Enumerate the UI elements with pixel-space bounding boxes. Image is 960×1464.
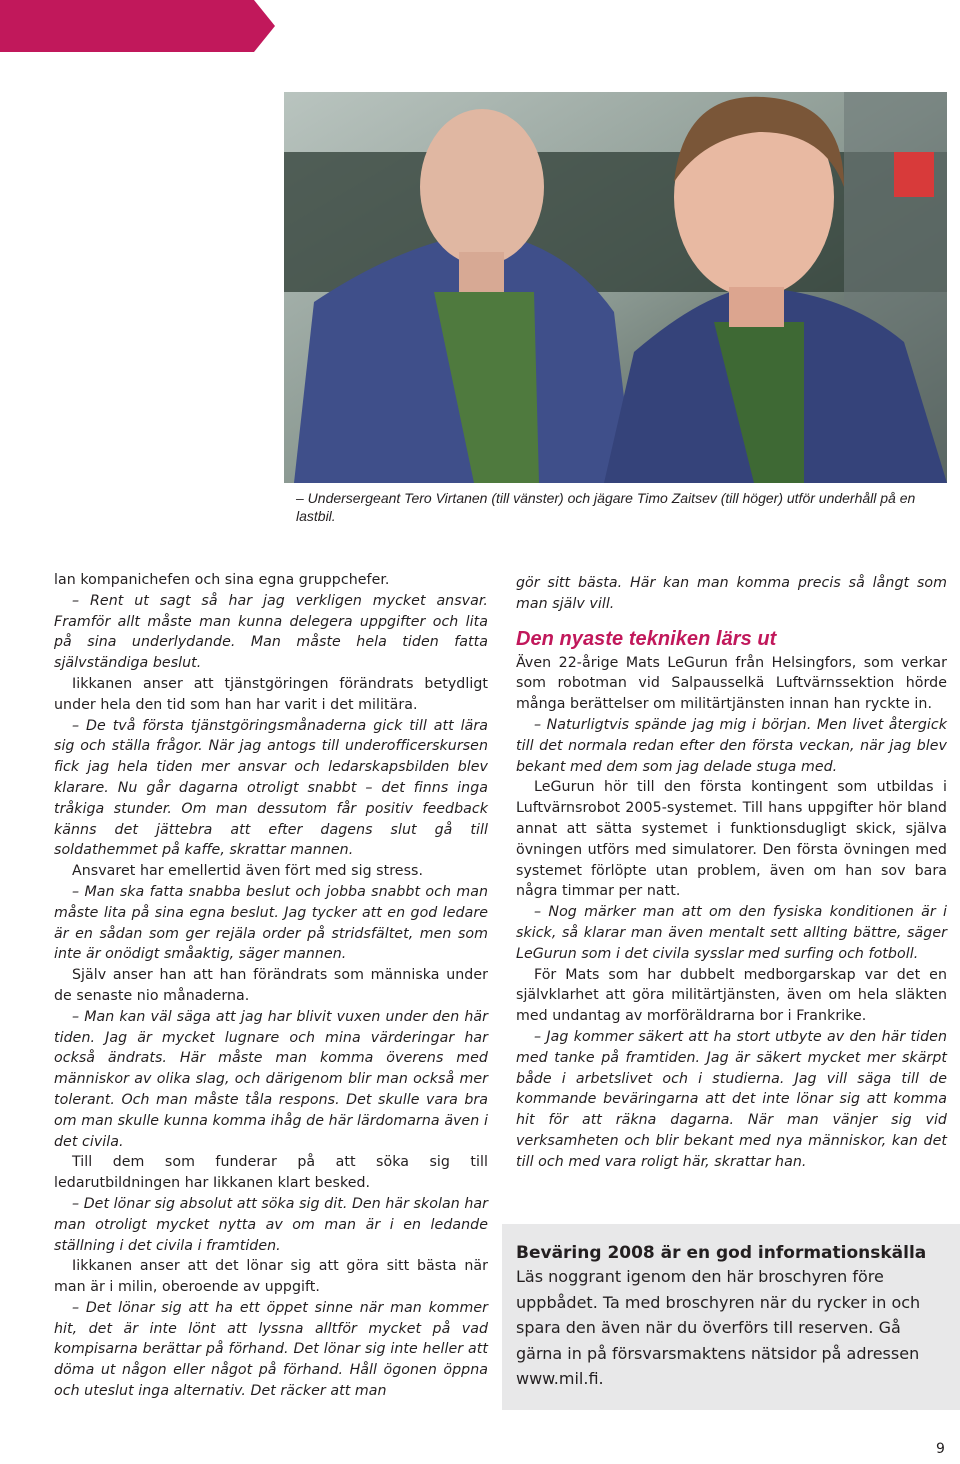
paragraph: lan kompanichefen och sina egna gruppchefer.: [54, 572, 390, 588]
paragraph: – Det lönar sig att ha ett öppet sinne när man kommer hit, det är inte lönt att lyssna alltför mycket på vad kompisarna berättar på förhand. Det lönar sig inte heller att döma ut någon eller något på förhand. Håll ögonen öppna och uteslut inga alternativ. Det räcker att man: [54, 1299, 488, 1400]
paragraph: – Rent ut sagt så har jag verkligen mycket ansvar. Framför allt måste man kunna delegera uppgifter och lita på sina underlydande. Man måste hela tiden fatta självständiga beslut.: [54, 592, 488, 672]
info-box-body: Läs noggrant igenom den här broschyren före uppbådet. Ta med broschyren när du rycker in och spara den även när du överförs till reserven. Gå gärna in på försvarsmaktens nätsidor på adressen www.mil.fi.: [516, 1267, 921, 1388]
paragraph: – Det lönar sig absolut att söka sig dit. Den här skolan har man otroligt mycket nytta av om man är i en ledande ställning i det civila i framtiden.: [54, 1195, 488, 1254]
section-heading: Den nyaste tekniken lärs ut: [516, 627, 777, 650]
photo-caption: – Undersergeant Tero Virtanen (till vänster) och jägare Timo Zaitsev (till höger) utför underhåll på en lastbil.: [296, 490, 916, 524]
paragraph: Iikkanen anser att det lönar sig att göra sitt bästa när man är i milin, oberoende av uppgift.: [54, 1258, 488, 1296]
paragraph: Ansvaret har emellertid även fört med sig stress.: [72, 863, 424, 880]
paragraph: gör sitt bästa. Här kan man komma precis så långt som man själv vill.: [516, 575, 947, 612]
info-box: [502, 1224, 960, 1410]
paragraph: – Nog märker man att om den fysiska konditionen är i skick, så klarar man även mentalt sett allting bättre, säger LeGurun som i det civila sysslar med surfing och fotboll.: [516, 904, 947, 962]
photo: [284, 92, 947, 483]
paragraph: Iikkanen anser att tjänstgöringen förändrats betydligt under hela den tid som han har varit i det militära.: [54, 675, 488, 713]
page-number: 9: [936, 1441, 945, 1457]
paragraph: För Mats som har dubbelt medborgarskap var det en självklarhet att göra militärtjänsten, även om hela släkten med undantag av morföräldrarna bor i Frankrike.: [516, 966, 947, 1025]
paragraph: Även 22-årige Mats LeGurun från Helsingfors, som verkar som robotman vid Salpausselkä Luftvärnssektion hörde många berättelser om militärtjänsten innan han ryckte in.: [516, 654, 947, 713]
right-column: [516, 573, 947, 1173]
photo-icon: [284, 92, 947, 483]
left-column: [54, 570, 488, 1402]
paragraph: Till dem som funderar på att söka sig till ledarutbildningen har Iikkanen klart besked.: [54, 1154, 488, 1192]
info-box-title: Beväring 2008 är en god informationskälla: [516, 1243, 927, 1263]
paragraph: LeGurun hör till den första kontingent som utbildas i Luftvärnsrobot 2005-systemet. Till hans uppgifter hör bland annat att sätta systemet i funktionsdugligt skick, själva övningen utförs med simulatorer. Den första övningen med systemet förlöpte utan problem, även om han sov bara några timmar per natt.: [516, 779, 947, 900]
section-banner: [0, 0, 275, 52]
paragraph: Själv anser han att han förändrats som människa under de senaste nio månaderna.: [54, 967, 488, 1004]
paragraph: – Man kan väl säga att jag har blivit vuxen under den här tiden. Jag är mycket lugnare och mina värderingar har också ändrats. Här måste man komma överens med människor av olika slag, och därigenom blir man också mer tolerant. Och man måste tåla respons. Det skulle vara bra om man skulle kunna komma ihåg de här lärdomarna även i det civila.: [54, 1008, 488, 1150]
paragraph: – Naturligtvis spände jag mig i början. Men livet återgick till det normala redan efter den första veckan, när jag blev bekant med dem som jag delade stuga med.: [516, 716, 947, 775]
paragraph: – De två första tjänstgöringsmånaderna gick till att lära sig och ställa frågor. När jag antogs till underofficerskursen fick jag hela tiden mer ansvar och ledarskapsbilden blev klarare. Nu går dagarna otroligt snabbt – det finns inga tråkiga stunder. Om man dessutom får positiv feedback känns det jättebra att efter dagens slut gå till soldathemmet på kaffe, skrattar mannen.: [54, 717, 488, 859]
paragraph: – Jag kommer säkert att ha stort utbyte av den här tiden med tanke på framtiden. Jag är säkert mycket mer skärpt både i arbetslivet och i studierna. Jag vill säga till de kommande beväringarna att det inte lönar sig att komma hit för att räkna dagarna. När man vänjer sig vid verksamheten och blir bekant med nya människor, kan det till och med vara roligt här, skrattar han.: [516, 1028, 947, 1170]
paragraph: – Man ska fatta snabba beslut och jobba snabbt och man måste lita på sina egna beslut. Jag tycker att en god ledare är en sådan som ger rejäla order på stridsfältet, men som inte är onödigt småaktig, säger mannen.: [54, 883, 488, 963]
